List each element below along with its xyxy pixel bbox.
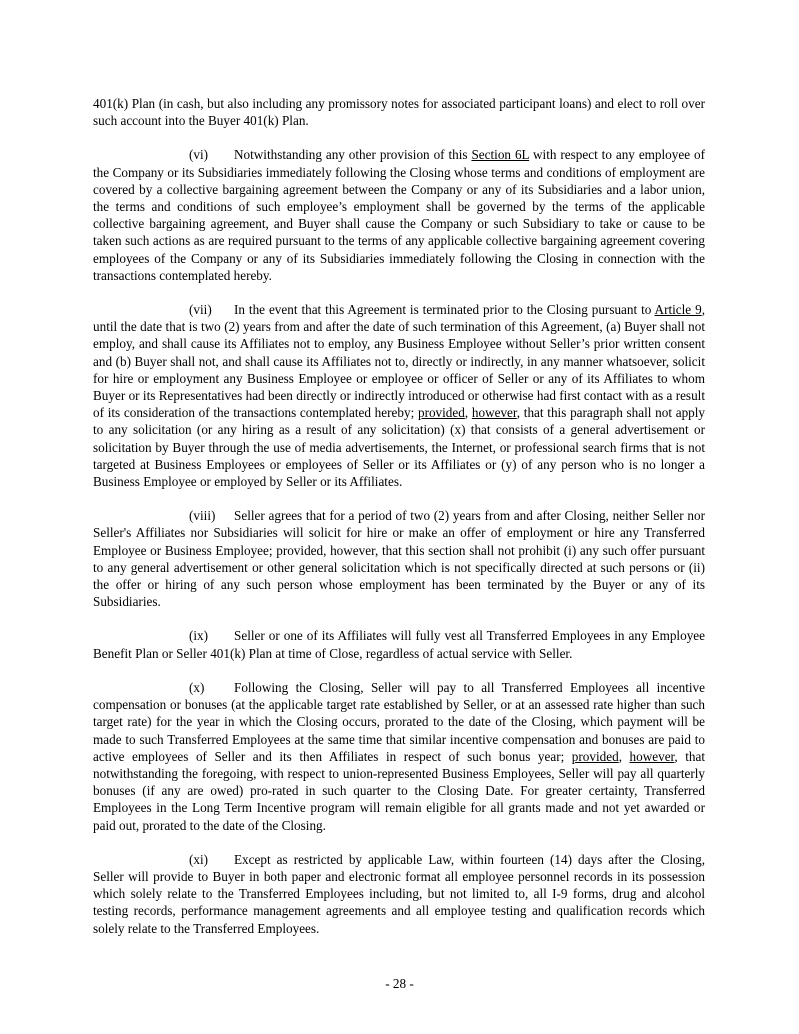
- document-body: [93, 95, 705, 954]
- paragraph-xi: [93, 851, 705, 937]
- paragraph-text: Seller agrees that for a period of two (2) years from and after Closing, neither Seller nor Seller's Affiliates nor Subsidiaries will solicit for hire or make an offer of employment or hire any Transferred Employee or Business Employee; provided, however, that this section shall not prohibit (i) any such offer pursuant to any general advertisement or other general solicitation which is not specifically directed at such persons or (ii) the offer or hiring of any such person whose employment has been terminated by the Buyer or any of its Subsidiaries.: [93, 508, 705, 610]
- underlined-term: provided: [417, 405, 465, 421]
- paragraph-ix: [93, 627, 705, 661]
- paragraph-text: with respect to any employee of the Company or its Subsidiaries immediately following the Closing whose terms and conditions of employment are covered by a collective bargaining agreement between the Company or any of its Subsidiaries and a labor union, the terms and conditions of such employee’s employment shall be governed by the terms of the applicable collective bargaining agreement, and Buyer shall cause the Company or such Subsidiary to take or cause to be taken such actions as are required pursuant to the terms of any applicable collective bargaining agreement covering employees of the Company or any of its Subsidiaries immediately following the Closing in connection with the transactions contemplated hereby.: [93, 147, 705, 283]
- section-reference-link: Section 6L: [471, 147, 530, 163]
- paragraph-viii: [93, 507, 705, 610]
- paragraph-number: (x): [189, 679, 205, 695]
- paragraph-text: Following the Closing, Seller will pay to all Transferred Employees all incentive compensation or bonuses (at the applicable target rate established by Seller, or at an assessed rate higher than such target rate) for the year in which the Closing occurs, prorated to the date of the Closing, which payment will be made to such Transferred Employees at the same time that similar incentive compensation and bonuses are paid to active employees of Seller and its then Affiliates in respect of such bonus year;: [93, 679, 705, 764]
- paragraph-number: (vii): [189, 302, 212, 318]
- page-number-footer: - 28 -: [385, 976, 414, 991]
- underlined-term: however: [471, 405, 517, 421]
- paragraph-x: [93, 679, 705, 834]
- paragraph-text: Notwithstanding any other provision of this: [234, 147, 472, 163]
- paragraph-vi: [93, 146, 705, 284]
- paragraph-text: , that notwithstanding the foregoing, with respect to union-represented Business Employees, Seller will pay all quarterly bonuses (if any are owed) pro-rated in such quarter to the Closing Date. For greater certainty, Transferred Employees in the Long Term Incentive program will remain eligible for all grants made and not yet awarded or paid out, prorated to the date of the Closing.: [93, 748, 706, 833]
- paragraph-text: Except as restricted by applicable Law, within fourteen (14) days after the Closing, Seller will provide to Buyer in both paper and electronic format all employee personnel records in its possession which solely relate to the Transferred Employees including, but not limited to, all I-9 forms, drug and alcohol testing records, performance management agreements and all employee testing and qualification records which solely relate to the Transferred Employees.: [93, 851, 705, 936]
- paragraph-vii: [93, 301, 705, 490]
- paragraph-text: , until the date that is two (2) years from and after the date of such termination of this Agreement, (a) Buyer shall not employ, and shall cause its Affiliates not to employ, any Business Employee without Seller’s prior written consent and (b) Buyer shall not, and shall cause its Affiliates not to, directly or indirectly, in any manner whatsoever, solicit for hire or employment any Business Employee or employee or officer of Seller or any of its Affiliates to whom Buyer or its Representatives had been directly or indirectly introduced or otherwise had first contact with as a result of its consideration of the transactions contemplated hereby;: [93, 302, 705, 421]
- paragraph-text: ,: [618, 748, 630, 764]
- underlined-term: provided: [571, 748, 619, 764]
- article-reference-link: Article 9: [654, 302, 702, 318]
- paragraph-text: , that this paragraph shall not apply to any solicitation (or any hiring as a result of any solicitation) (x) that consists of a general advertisement or solicitation by Buyer through the use of media advertisements, the Internet, or professional search firms that is not targeted at Business Employees or employees of Seller or its Affiliates or (y) of any person who is no longer a Business Employee or employed by Seller or its Affiliates.: [93, 405, 706, 490]
- underlined-term: however: [629, 748, 675, 764]
- paragraph-text: In the event that this Agreement is terminated prior to the Closing pursuant to: [234, 302, 655, 318]
- paragraph-continuation: [93, 95, 705, 129]
- paragraph-text: Seller or one of its Affiliates will fully vest all Transferred Employees in any Employee Benefit Plan or Seller 401(k) Plan at time of Close, regardless of actual service with Seller.: [93, 628, 705, 661]
- paragraph-number: (xi): [189, 851, 209, 867]
- paragraph-text: ,: [464, 405, 472, 421]
- paragraph-number: (viii): [189, 508, 216, 524]
- paragraph-number: (ix): [189, 628, 209, 644]
- paragraph-number: (vi): [189, 147, 209, 163]
- paragraph-text: 401(k) Plan (in cash, but also including any promissory notes for associated participant loans) and elect to roll over such account into the Buyer 401(k) Plan.: [93, 96, 705, 129]
